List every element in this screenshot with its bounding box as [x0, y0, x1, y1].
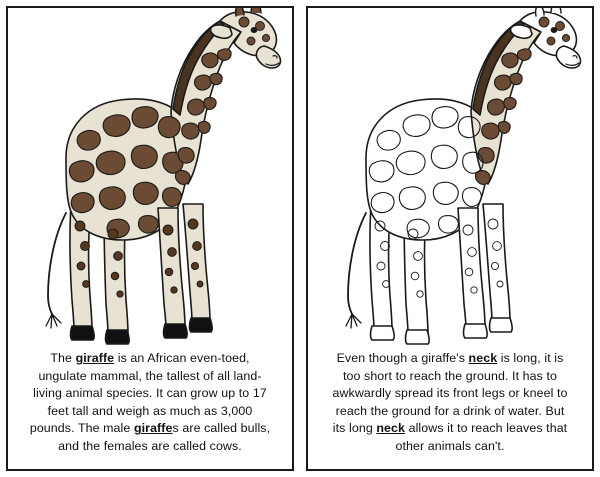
caption-line: too short to reach the ground. It has to: [342, 368, 558, 383]
caption-line: The giraffe is an African even-toed,: [50, 351, 250, 365]
giraffe-full-color-illustration: [8, 8, 292, 348]
caption-keyword: giraffe: [133, 421, 173, 436]
caption-line: other animals can't.: [395, 439, 505, 454]
card-caption: [8, 348, 292, 469]
caption-line: awkwardly spread its front legs or kneel to: [332, 386, 568, 401]
card-giraffe-overview: [6, 6, 294, 471]
caption-line: and the females are called cows.: [58, 439, 242, 454]
caption-keyword: giraffe: [75, 351, 115, 365]
caption-line: feet tall and weigh as much as 3,000: [47, 403, 253, 418]
card-giraffe-neck: [306, 6, 594, 471]
caption-line: ungulate mammal, the tallest of all land-: [38, 368, 262, 383]
caption-line: Even though a giraffe's neck is long, it is: [336, 351, 564, 365]
giraffe-part-highlight-neck-illustration: [308, 8, 592, 348]
caption-line: pounds. The male giraffes are called bulls,: [29, 421, 271, 436]
caption-keyword: neck: [376, 421, 406, 436]
card-caption: [308, 348, 592, 469]
caption-line: living animal species. It can grow up to 17: [33, 386, 267, 401]
caption-keyword: neck: [468, 351, 498, 365]
caption-line: reach the ground for a drink of water. But: [335, 403, 565, 418]
caption-line: its long neck allows it to reach leaves that: [332, 421, 568, 436]
card-gutter: [297, 6, 303, 471]
